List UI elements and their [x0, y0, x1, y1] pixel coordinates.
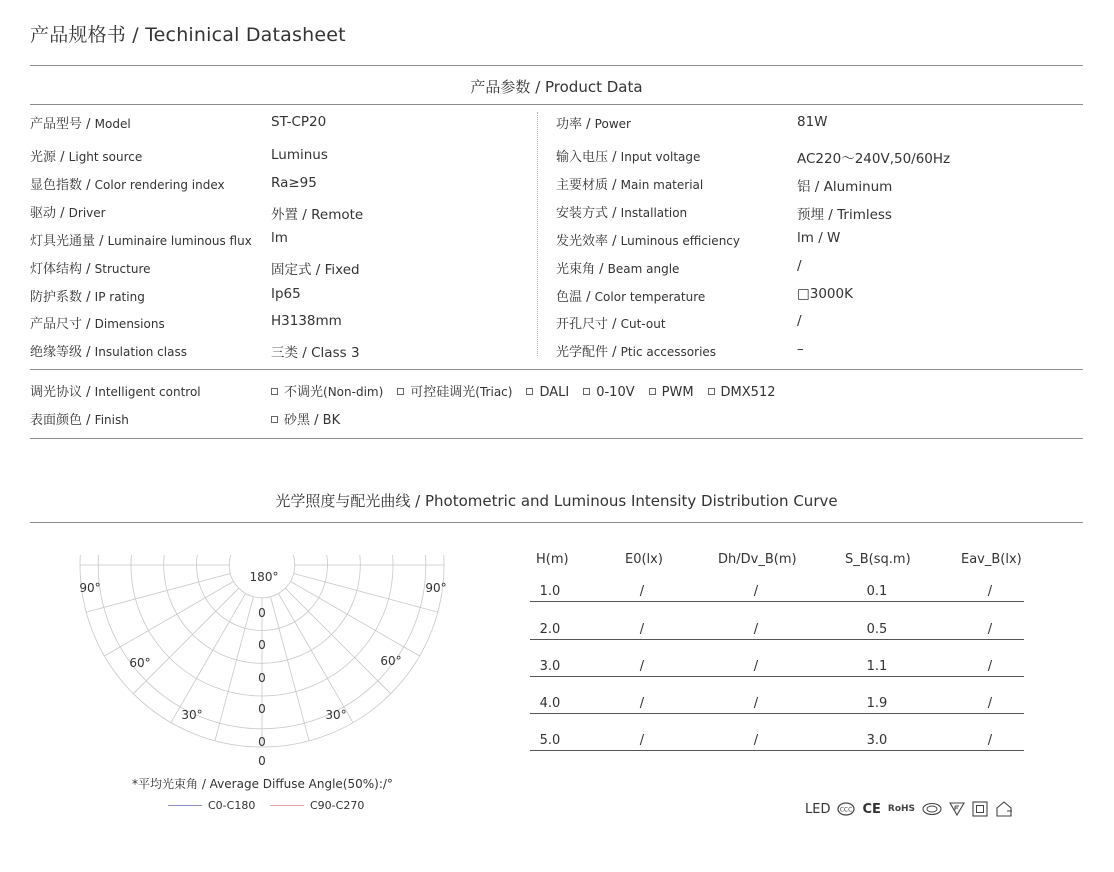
ce-mark-icon: CE	[862, 801, 881, 817]
average-angle-note: *平均光束角 / Average Diffuse Angle(50%):/°	[132, 777, 393, 791]
spec-label: 产品型号 / Model	[30, 117, 131, 132]
spec-label: 驱动 / Driver	[30, 206, 106, 221]
spec-label: 灯具光通量 / Luminaire luminous flux	[30, 234, 252, 249]
spec-label-en: Luminous efficiency	[620, 234, 740, 248]
intelligent-control-options	[271, 381, 790, 400]
spec-label-cn: 灯具光通量	[30, 234, 96, 249]
finish-label-en: Finish	[94, 413, 129, 427]
spec-label-cn: 功率	[556, 117, 583, 132]
table-cell: /	[639, 733, 645, 748]
finish-checkbox[interactable]	[271, 416, 278, 423]
spec-label-en: Driver	[68, 206, 106, 220]
finish-label: 表面颜色 / Finish	[30, 413, 129, 428]
spec-label-cn: 光学配件	[556, 345, 609, 360]
certification-marks	[805, 799, 1013, 819]
spec-label: 显色指数 / Color rendering index	[30, 178, 225, 193]
spec-label-cn: 产品型号	[30, 117, 83, 132]
control-option	[526, 385, 569, 400]
table-cell: /	[753, 659, 759, 674]
spec-label-cn: 输入电压	[556, 150, 609, 165]
polar-spoke	[285, 588, 391, 694]
polar-spoke	[215, 597, 254, 741]
product-data-divider	[30, 104, 1083, 105]
control-option-en: PWM	[661, 385, 694, 400]
legend-c90-c270	[270, 799, 364, 812]
control-option	[649, 385, 694, 400]
table-row	[530, 580, 1024, 602]
spec-value: lm / W	[797, 230, 841, 246]
column-divider	[537, 112, 538, 356]
control-option-checkbox[interactable]	[583, 388, 590, 395]
table-cell: /	[753, 622, 759, 637]
finish-label-cn: 表面颜色	[30, 413, 83, 428]
spec-label-en: Installation	[620, 206, 688, 220]
spec-value: lm	[271, 230, 288, 246]
polar-label: 0	[258, 671, 266, 685]
control-option-en: DMX512	[720, 385, 776, 400]
control-option-checkbox[interactable]	[271, 388, 278, 395]
spec-value: Ip65	[271, 286, 301, 302]
spec-value: Ra≥95	[271, 175, 317, 191]
spec-label-en: Model	[94, 117, 131, 131]
intelligent-control-label-en: Intelligent control	[94, 385, 201, 399]
control-option-en: DALI	[539, 385, 570, 400]
spec-label: 光束角 / Beam angle	[556, 262, 680, 277]
table-cell: 5.0	[539, 733, 561, 748]
spec-label-en: Ptic accessories	[620, 345, 717, 359]
control-option-en: (Non-dim)	[323, 385, 384, 399]
f-triangle-mark-icon	[949, 802, 965, 816]
spec-label-cn: 开孔尺寸	[556, 317, 609, 332]
polar-distribution-diagram	[60, 545, 470, 770]
polar-label: 0	[258, 735, 266, 749]
spec-label-cn: 绝缘等级	[30, 345, 83, 360]
control-option-en: 0-10V	[596, 385, 635, 400]
control-option-en: (Triac)	[475, 385, 513, 399]
table-cell: 0.5	[866, 622, 888, 637]
spec-label: 光源 / Light source	[30, 150, 143, 165]
control-option-checkbox[interactable]	[526, 388, 533, 395]
polar-spoke	[278, 593, 353, 722]
spec-value: 铝 / Aluminum	[797, 179, 893, 195]
spec-label-cn: 色温	[556, 290, 583, 305]
spec-label-en: Main material	[620, 178, 704, 192]
spec-value: /	[797, 258, 802, 274]
legend-c0-label: C0-C180	[208, 799, 256, 812]
spec-label-cn: 防护系数	[30, 290, 83, 305]
polar-spoke	[294, 574, 438, 613]
table-cell: /	[987, 733, 993, 748]
spec-label-en: Structure	[94, 262, 151, 276]
cqc-mark-icon	[922, 802, 942, 816]
class-ii-square-icon	[972, 801, 988, 817]
control-option	[397, 381, 512, 400]
polar-label: 60°	[380, 654, 402, 668]
spec-label: 安装方式 / Installation	[556, 206, 688, 221]
spec-label: 产品尺寸 / Dimensions	[30, 317, 165, 332]
spec-label-cn: 主要材质	[556, 178, 609, 193]
spec-label-en: Cut-out	[620, 317, 666, 331]
spec-label: 光学配件 / Ptic accessories	[556, 345, 717, 360]
table-header-cell: Eav_B(lx)	[961, 552, 1022, 567]
polar-label: 30°	[325, 708, 347, 722]
polar-label: 0	[258, 638, 266, 652]
polar-spoke	[290, 581, 419, 656]
table-cell: /	[987, 696, 993, 711]
spec-value: 三类 / Class 3	[271, 345, 360, 361]
polar-spoke	[104, 581, 233, 656]
spec-value: AC220～240V,50/60Hz	[797, 151, 951, 167]
control-option	[583, 385, 634, 400]
polar-spoke	[271, 597, 310, 741]
spec-value: H3138mm	[271, 313, 342, 329]
spec-label-en: Light source	[68, 150, 143, 164]
spec-label-en: Color rendering index	[94, 178, 225, 192]
product-data-title: 产品参数 / Product Data	[470, 78, 643, 96]
controls-divider-top	[30, 369, 1083, 370]
table-cell: 0.1	[866, 584, 888, 599]
spec-value: 81W	[797, 114, 828, 130]
top-divider	[30, 65, 1083, 66]
spec-value: /	[797, 313, 802, 329]
table-cell: 3.0	[866, 733, 888, 748]
finish-option-text: 砂黑 / BK	[284, 413, 341, 428]
ccc-mark-icon	[837, 802, 855, 816]
table-cell: /	[639, 622, 645, 637]
table-cell: /	[987, 622, 993, 637]
led-label: LED	[805, 801, 831, 817]
spec-label-cn: 发光效率	[556, 234, 609, 249]
control-option-checkbox[interactable]	[397, 388, 404, 395]
indoor-house-icon	[995, 800, 1013, 818]
control-option	[271, 381, 383, 400]
intelligent-control-label: 调光协议 / Intelligent control	[30, 385, 201, 400]
table-cell: /	[639, 659, 645, 674]
legend-c0-c180	[168, 799, 255, 812]
polar-label: 0	[258, 754, 266, 768]
spec-label: 绝缘等级 / Insulation class	[30, 345, 187, 360]
table-row	[530, 729, 1024, 751]
spec-label-cn: 安装方式	[556, 206, 609, 221]
polar-spoke	[171, 593, 246, 722]
spec-label-cn: 驱动	[30, 206, 57, 221]
table-cell: 2.0	[539, 622, 561, 637]
table-cell: 3.0	[539, 659, 561, 674]
controls-divider-bottom	[30, 438, 1083, 439]
table-cell: 1.0	[539, 584, 561, 599]
spec-label-en: Luminaire luminous flux	[107, 234, 252, 248]
legend-c90-line	[270, 805, 304, 806]
spec-label: 功率 / Power	[556, 117, 631, 132]
spec-label-en: IP rating	[94, 290, 145, 304]
table-cell: /	[639, 696, 645, 711]
polar-label: 180°	[249, 570, 279, 584]
table-row	[530, 618, 1024, 640]
spec-label: 防护系数 / IP rating	[30, 290, 145, 305]
ccc-mark-text: CCC	[840, 806, 853, 814]
control-option-cn: 不调光	[284, 385, 324, 400]
spec-label-cn: 光束角	[556, 262, 596, 277]
spec-label: 灯体结构 / Structure	[30, 262, 151, 277]
legend-c0-line	[168, 805, 202, 806]
control-option-checkbox[interactable]	[708, 388, 715, 395]
spec-label-cn: 光源	[30, 150, 57, 165]
spec-label-en: Input voltage	[620, 150, 701, 164]
spec-value: Luminus	[271, 147, 328, 163]
table-cell: 1.1	[866, 659, 888, 674]
polar-spoke	[86, 574, 230, 613]
table-row	[530, 692, 1024, 714]
spec-label-cn: 产品尺寸	[30, 317, 83, 332]
legend-c90-label: C90-C270	[310, 799, 365, 812]
spec-label: 主要材质 / Main material	[556, 178, 704, 193]
table-cell: 1.9	[866, 696, 888, 711]
spec-label-en: Power	[594, 117, 631, 131]
page-title: 产品规格书 / Techinical Datasheet	[30, 24, 346, 46]
spec-label-cn: 灯体结构	[30, 262, 83, 277]
finish-option	[271, 409, 354, 428]
photometric-divider	[30, 522, 1083, 523]
table-cell: /	[987, 584, 993, 599]
spec-value: 预埋 / Trimless	[797, 207, 892, 223]
spec-value: ST-CP20	[271, 114, 327, 130]
spec-label: 发光效率 / Luminous efficiency	[556, 234, 740, 249]
polar-label: 60°	[129, 656, 151, 670]
table-cell: /	[753, 733, 759, 748]
table-cell: /	[987, 659, 993, 674]
spec-value: –	[797, 341, 804, 357]
table-header-cell: S_B(sq.m)	[845, 552, 911, 567]
photometric-title: 光学照度与配光曲线 / Photometric and Luminous Intensity Distribution Curve	[275, 492, 838, 510]
polar-label: 90°	[79, 581, 101, 595]
table-header-cell: Dh/Dv_B(m)	[718, 552, 797, 567]
spec-label: 色温 / Color temperature	[556, 290, 706, 305]
spec-label-cn: 显色指数	[30, 178, 83, 193]
control-option	[708, 385, 776, 400]
spec-value: 外置 / Remote	[271, 207, 364, 223]
polar-label: 0	[258, 702, 266, 716]
control-option-checkbox[interactable]	[649, 388, 656, 395]
spec-label-en: Dimensions	[94, 317, 165, 331]
polar-label: 90°	[425, 581, 447, 595]
spec-label: 开孔尺寸 / Cut-out	[556, 317, 666, 332]
spec-label-en: Insulation class	[94, 345, 187, 359]
table-cell: 4.0	[539, 696, 561, 711]
spec-label: 输入电压 / Input voltage	[556, 150, 701, 165]
spec-label-en: Color temperature	[594, 290, 706, 304]
table-cell: /	[753, 584, 759, 599]
rohs-mark-icon: RoHS	[887, 804, 916, 814]
table-header-cell: H(m)	[536, 552, 569, 567]
control-option-cn: 可控硅调光	[410, 385, 476, 400]
polar-label: 30°	[181, 708, 203, 722]
table-cell: /	[639, 584, 645, 599]
polar-spoke	[133, 588, 239, 694]
spec-value: 固定式 / Fixed	[271, 262, 360, 278]
table-header-cell: E0(lx)	[625, 552, 663, 567]
spec-label-en: Beam angle	[607, 262, 680, 276]
table-cell: /	[753, 696, 759, 711]
table-row	[530, 655, 1024, 677]
intelligent-control-label-cn: 调光协议	[30, 385, 83, 400]
spec-value: □3000K	[797, 286, 853, 302]
polar-label: 0	[258, 606, 266, 620]
